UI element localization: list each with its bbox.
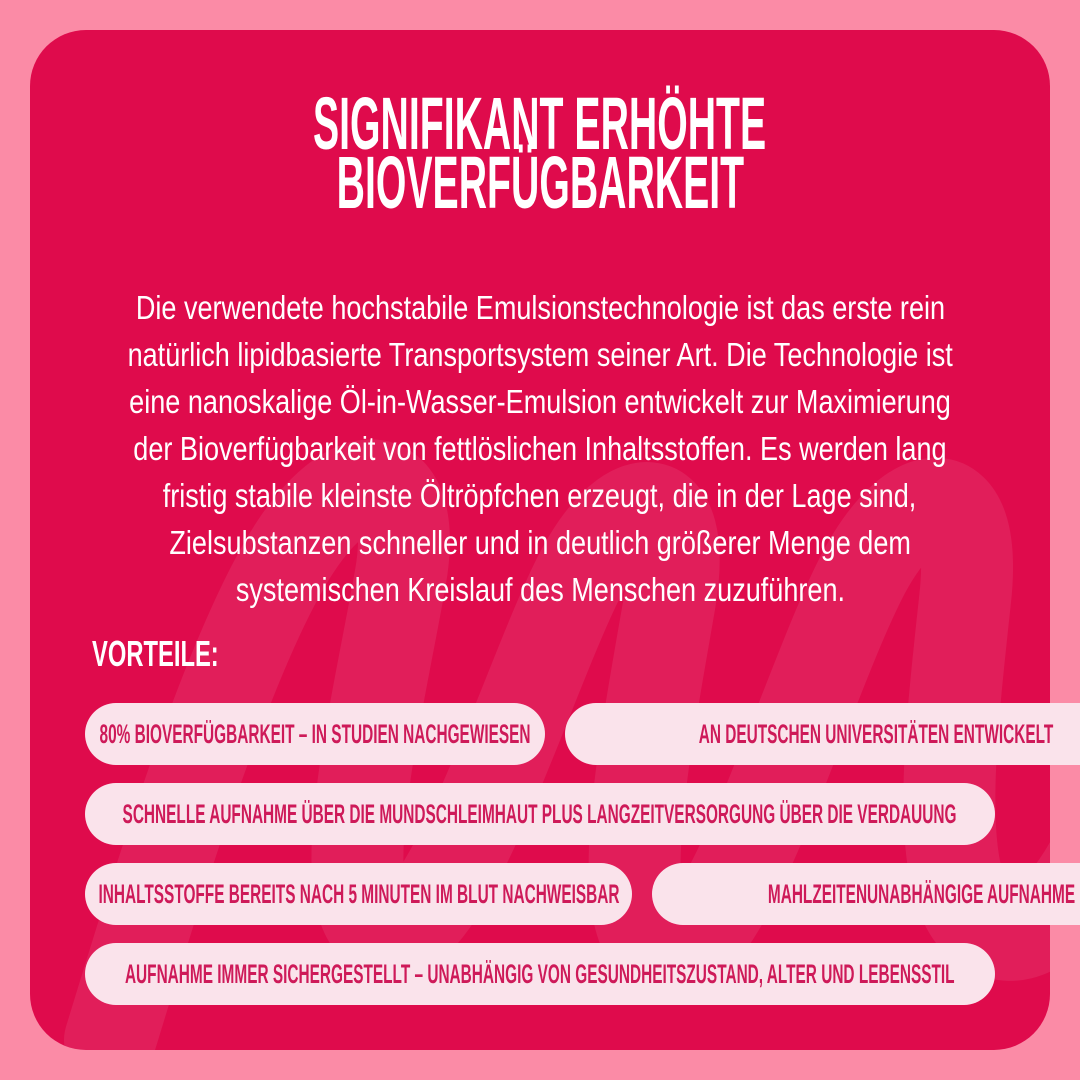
page-title-line-1: SIGNIFIKANT ERHÖHTE xyxy=(313,82,767,165)
badge-row-2 xyxy=(85,783,995,845)
intro-line: eine nanoskalige Öl-in-Wasser-Emulsion entwickelt zur Maximierung xyxy=(129,383,951,420)
benefit-badge-universities: AN DEUTSCHEN UNIVERSITÄTEN ENTWICKELT xyxy=(565,703,1080,765)
badge-row-4 xyxy=(85,943,995,1005)
intro-line: natürlich lipidbasierte Transportsystem seiner Art. Die Technologie ist xyxy=(127,336,953,373)
intro-paragraph xyxy=(40,284,1040,613)
badge-row-1 xyxy=(85,703,1054,765)
intro-line: Zielsubstanzen schneller und in deutlich größerer Menge dem xyxy=(169,524,911,561)
benefit-badge-blood-detection: INHALTSSTOFFE BEREITS NACH 5 MINUTEN IM BLUT NACHWEISBAR xyxy=(85,863,632,925)
intro-line: Die verwendete hochstabile Emulsionstechnologie ist das erste rein xyxy=(135,289,945,326)
intro-line: fristig stabile kleinste Öltröpfchen erzeugt, die in der Lage sind, xyxy=(163,477,917,514)
page-title xyxy=(0,82,1080,224)
benefit-badge-absorption: SCHNELLE AUFNAHME ÜBER DIE MUNDSCHLEIMHAUT PLUS LANGZEITVERSORGUNG ÜBER DIE VERDAUUNG xyxy=(85,783,995,845)
benefit-badge-bioavailability: 80% BIOVERFÜGBARKEIT – IN STUDIEN NACHGEWIESEN xyxy=(85,703,545,765)
benefit-badge-meal-independent: MAHLZEITENUNABHÄNGIGE AUFNAHME xyxy=(652,863,1080,925)
benefits-badges xyxy=(85,703,1076,1005)
intro-line: systemischen Kreislauf des Menschen zuzuführen. xyxy=(235,571,845,608)
intro-line: der Bioverfügbarkeit von fettlöslichen Inhaltsstoffen. Es werden lang xyxy=(133,430,947,467)
benefits-label: VORTEILE: xyxy=(92,633,219,674)
page-title-line-2: BIOVERFÜGBARKEIT xyxy=(336,141,744,224)
benefit-badge-guaranteed-uptake: AUFNAHME IMMER SICHERGESTELLT – UNABHÄNGIG VON GESUNDHEITSZUSTAND, ALTER UND LEBENSSTIL xyxy=(85,943,995,1005)
badge-row-3 xyxy=(85,863,1076,925)
